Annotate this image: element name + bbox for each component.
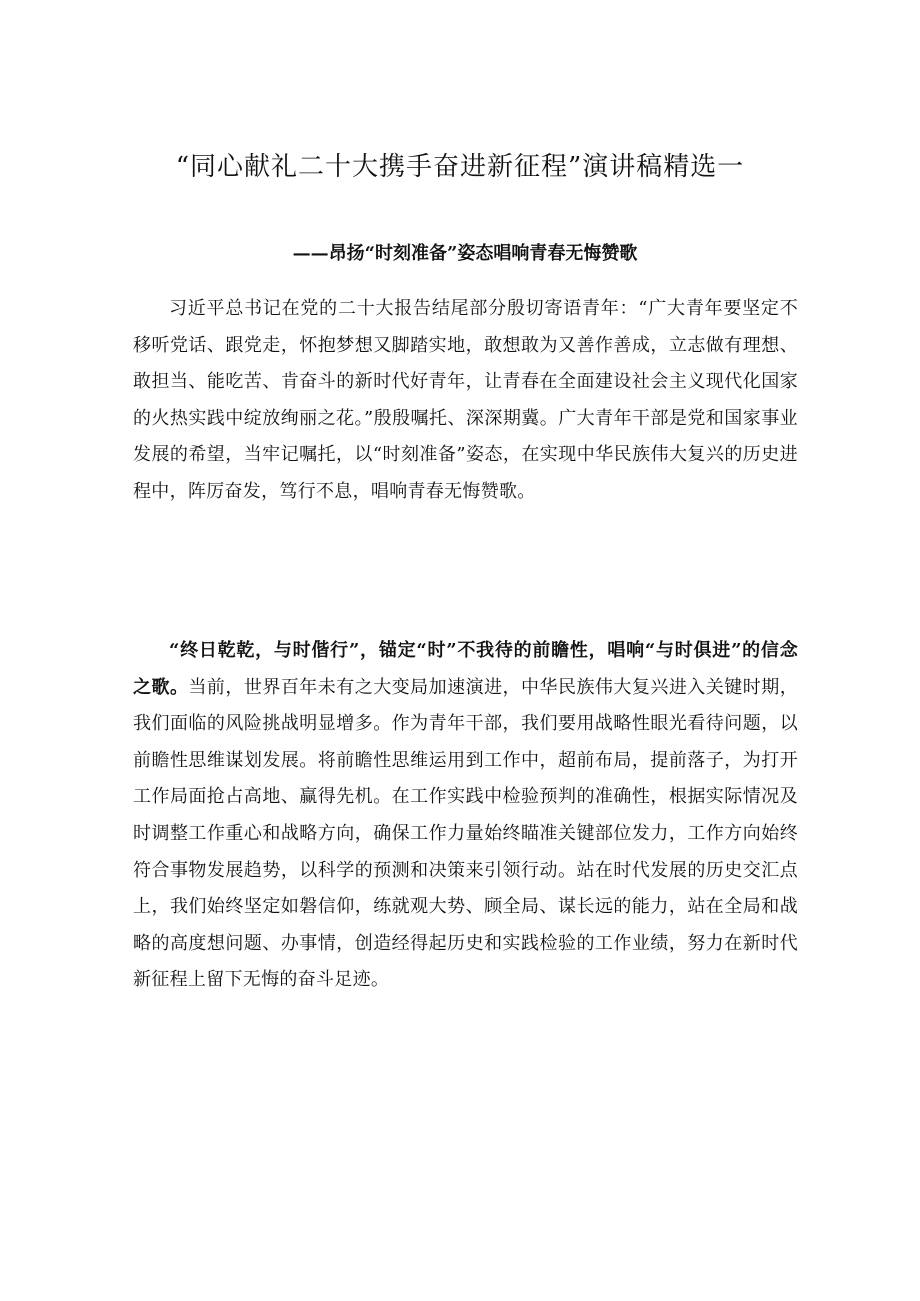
paragraph-2-text: 当前，世界百年未有之大变局加速演进，中华民族伟大复兴进入关键时期，我们面临的风险挑战明显增多。作为青年干部，我们要用战略性眼光看待问题，以前瞻性思维谋划发展。将前瞻性思维运用到工作中，超前布局，提前落子，为打开工作局面抢占高地、赢得先机。在工作实践中检验预判的准确性，根据实际情况及时调整工作重心和战略方向，确保工作力量始终瞄准关键部位发力，工作方向始终符合事物发展趋势，以科学的预测和决策来引领行动。站在时代发展的历史交汇点上，我们始终坚定如磐信仰，练就观大势、顾全局、谋长远的能力，站在全局和战略的高度想问题、办事情，创造经得起历史和实践检验的工作业绩，努力在新时代新征程上留下无悔的奋斗足迹。 [133, 676, 798, 991]
paragraph-1-text: 习近平总书记在党的二十大报告结尾部分殷切寄语青年：“广大青年要坚定不移听党话、跟党走，怀抱梦想又脚踏实地，敢想敢为又善作善成，立志做有理想、敢担当、能吃苦、肯奋斗的新时代好青年，让青春在全面建设社会主义现代化国家的火热实践中绽放绚丽之花。”殷殷嘱托、深深期冀。广大青年干部是党和国家事业发展的希望，当牢记嘱托，以“时刻准备”姿态，在实现中华民族伟大复兴的历史进程中，阵厉奋发，笃行不息，唱响青春无悔赞歌。 [133, 298, 798, 502]
paragraph-2-lead: “终日乾乾，与时偕行”，锚定“时”不我待的前瞻性，唱响“与时俱进”的信念之歌。 [133, 640, 798, 698]
document-title: “同心献礼二十大携手奋进新征程”演讲稿精选一 [175, 152, 745, 182]
document-subtitle: ——昂扬“时刻准备”姿态唱响青春无悔赞歌 [292, 243, 638, 264]
paragraph-1 [133, 291, 798, 511]
paragraph-2 [133, 633, 798, 999]
